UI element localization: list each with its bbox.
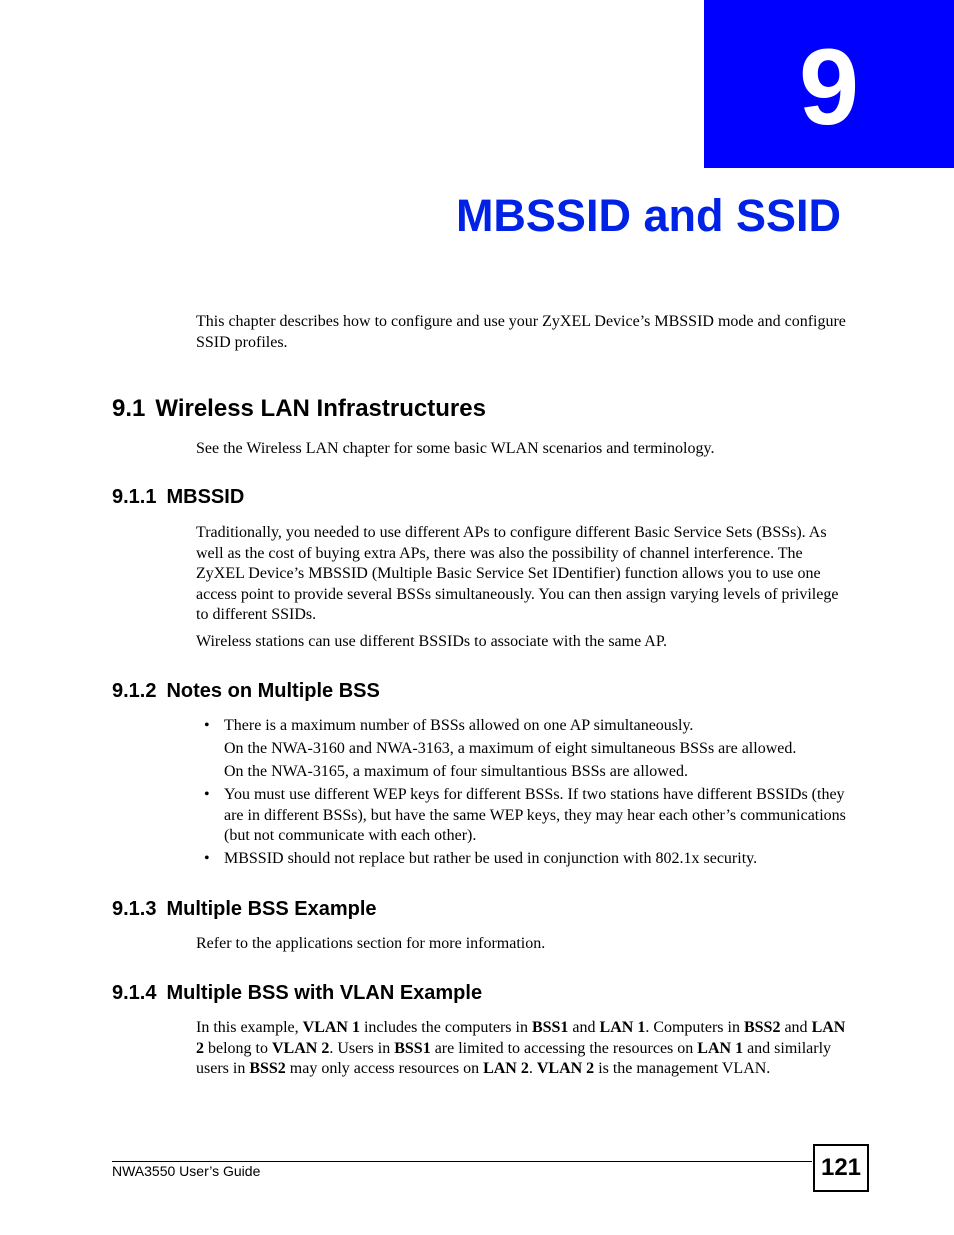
text-segment: and bbox=[780, 1019, 812, 1036]
section-title: Notes on Multiple BSS bbox=[166, 680, 380, 702]
text-segment: . bbox=[528, 1060, 537, 1077]
bullet-text: MBSSID should not replace but rather be used in conjunction with 802.1x security. bbox=[224, 850, 758, 867]
bold-term: VLAN 1 bbox=[302, 1019, 360, 1036]
bullet-icon: • bbox=[204, 786, 210, 803]
mbssid-paragraph-1: Traditionally, you needed to use different APs to configure different Basic Service Sets (BSSs). As well as the cost of buying extra APs, there was also the possibility of channel interference. The ZyXEL Device’s MBSSID (Multiple Basic Service Set IDentifier) function allows you to use one access point to provide several BSSs simultaneously. You can then assign varying levels of privilege to different SSIDs. bbox=[196, 524, 839, 623]
chapter-number: 9 bbox=[798, 26, 860, 147]
text-segment: and similarly users in bbox=[196, 1039, 832, 1077]
section-title: Wireless LAN Infrastructures bbox=[155, 395, 486, 422]
bold-term: VLAN 2 bbox=[272, 1039, 330, 1057]
section-number: 9.1.2 bbox=[112, 680, 157, 702]
bold-term: BSS1 bbox=[394, 1039, 431, 1057]
section-number: 9.1 bbox=[112, 395, 146, 422]
mbssid-paragraph-2: Wireless stations can use different BSSIDs to associate with the same AP. bbox=[196, 633, 667, 650]
section-heading-9-1-4 bbox=[112, 983, 482, 1003]
bold-term: LAN 2 bbox=[483, 1060, 529, 1077]
bullet-text: There is a maximum number of BSSs allowed on one AP simultaneously. bbox=[224, 717, 694, 734]
section-number: 9.1.4 bbox=[112, 982, 157, 1004]
bold-term: VLAN 2 bbox=[536, 1060, 595, 1077]
section-heading-9-1-2 bbox=[112, 681, 380, 701]
notes-bullet-list bbox=[204, 716, 854, 872]
bold-term: BSS2 bbox=[249, 1060, 286, 1077]
list-item bbox=[204, 785, 854, 847]
vlan-example-paragraph bbox=[196, 1018, 846, 1080]
bullet-icon: • bbox=[204, 850, 210, 867]
text-segment: . Computers in bbox=[645, 1019, 744, 1036]
section-heading-9-1-3 bbox=[112, 899, 377, 919]
section-heading-9-1 bbox=[112, 397, 486, 421]
bullet-text: You must use different WEP keys for different BSSs. If two stations have different BSSIDs (they are in different BSSs), but have the same WEP keys, they may hear each other’s communications (but not communicate with each other). bbox=[224, 786, 846, 844]
bold-term: BSS2 bbox=[743, 1019, 781, 1036]
text-segment: may only access resources on bbox=[285, 1060, 484, 1077]
list-item bbox=[204, 716, 854, 783]
bold-term: BSS1 bbox=[531, 1019, 569, 1036]
text-segment: In this example, bbox=[196, 1019, 303, 1036]
text-segment: are limited to accessing the resources on bbox=[430, 1039, 698, 1057]
section-number: 9.1.3 bbox=[112, 898, 157, 920]
bold-term: LAN 1 bbox=[599, 1019, 646, 1036]
section-heading-9-1-1 bbox=[112, 487, 244, 507]
section-title: Multiple BSS Example bbox=[166, 898, 377, 920]
list-item bbox=[204, 849, 854, 870]
section-title: MBSSID bbox=[166, 486, 245, 508]
page-number: 121 bbox=[813, 1144, 869, 1192]
chapter-title: MBSSID and SSID bbox=[455, 190, 841, 241]
text-segment: belong to bbox=[204, 1039, 272, 1057]
bullet-subnote: On the NWA-3160 and NWA-3163, a maximum of eight simultaneous BSSs are allowed. bbox=[224, 740, 797, 757]
text-segment: and bbox=[568, 1019, 600, 1036]
section-9-1-3-text: Refer to the applications section for more information. bbox=[196, 935, 546, 952]
bullet-subnote: On the NWA-3165, a maximum of four simultantious BSSs are allowed. bbox=[224, 763, 688, 780]
text-segment: includes the computers in bbox=[359, 1019, 532, 1036]
section-title: Multiple BSS with VLAN Example bbox=[166, 982, 483, 1004]
footer-divider bbox=[112, 1161, 812, 1162]
section-number: 9.1.1 bbox=[112, 486, 157, 508]
text-segment: . Users in bbox=[329, 1039, 395, 1057]
footer-guide-title: NWA3550 User’s Guide bbox=[112, 1163, 261, 1179]
intro-paragraph: This chapter describes how to configure and use your ZyXEL Device’s MBSSID mode and configure SSID profiles. bbox=[196, 313, 846, 351]
text-segment: is the management VLAN. bbox=[594, 1060, 771, 1077]
section-9-1-text: See the Wireless LAN chapter for some basic WLAN scenarios and terminology. bbox=[196, 440, 715, 457]
bold-term: LAN 1 bbox=[697, 1039, 744, 1057]
chapter-number-box bbox=[704, 0, 954, 168]
bullet-icon: • bbox=[204, 717, 210, 734]
bold-term: LAN 2 bbox=[196, 1019, 846, 1057]
